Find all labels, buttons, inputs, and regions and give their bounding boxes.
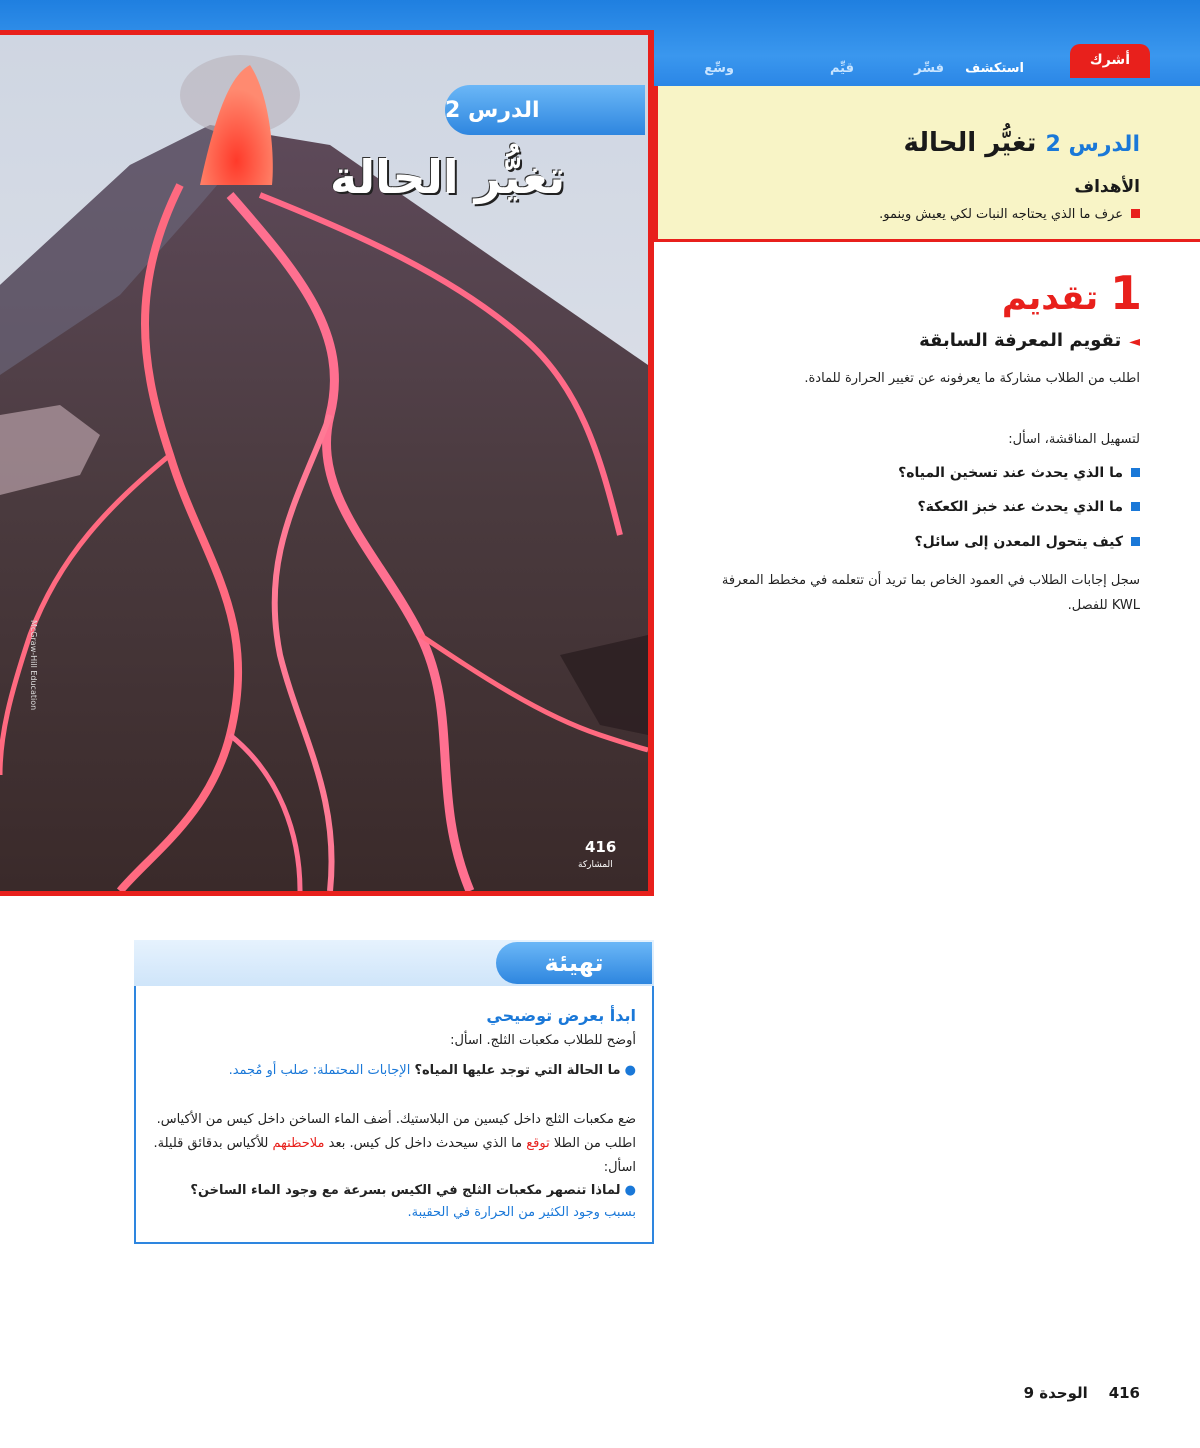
tab-engage[interactable]: أشرك bbox=[1070, 44, 1150, 78]
triangle-left-icon: ◄ bbox=[1129, 334, 1140, 350]
tab-extend[interactable]: وسِّع bbox=[704, 61, 734, 76]
prep-heading: ابدأ بعرض توضيحي bbox=[486, 1006, 636, 1025]
lesson-pill: الدرس 2 bbox=[445, 85, 645, 135]
footer-unit: الوحدة 9 bbox=[1023, 1384, 1088, 1402]
tab-strip bbox=[654, 52, 1200, 86]
step-label: تقديم bbox=[1001, 278, 1099, 318]
prep-paragraph: ضع مكعبات الثلج داخل كيسين من البلاستيك. أضف الماء الساخن داخل كيس من الأكياس. اطلب من الطلا توقع ما الذي سيحدث داخل كل كيس. بعد ملاحظتهم للأكياس بدقائق قليلة. اسأل: bbox=[153, 1112, 636, 1175]
lesson-label: الدرس 2 bbox=[1045, 132, 1140, 157]
intro-paragraph-2: لتسهيل المناقشة، اسأل: bbox=[1008, 432, 1140, 447]
photo-title: تغيُّر الحالة bbox=[330, 150, 566, 204]
bullet-dot-icon: ● bbox=[624, 1063, 636, 1078]
question-item: ما الذي يحدث عند تسخين المياه؟ bbox=[898, 465, 1140, 481]
question-item: ما الذي يحدث عند خبز الكعكة؟ bbox=[917, 499, 1140, 515]
step-heading bbox=[1002, 266, 1142, 320]
tab-explain[interactable]: فسِّر bbox=[914, 61, 944, 76]
photo-page-number: 416 bbox=[585, 838, 617, 856]
photo-page-sub: المشاركة bbox=[578, 860, 613, 870]
prep-line-1: أوضح للطلاب مكعبات الثلج. اسأل: bbox=[450, 1033, 636, 1048]
lesson-title bbox=[903, 128, 1140, 158]
bullet-square-icon bbox=[1131, 468, 1140, 477]
lesson-title-text: تغيُّر الحالة bbox=[903, 128, 1037, 158]
question-item: كيف يتحول المعدن إلى سائل؟ bbox=[914, 534, 1140, 550]
objective-item: عرف ما الذي يحتاجه النبات لكي يعيش وينمو. bbox=[879, 207, 1140, 222]
photo-credit: McGraw-Hill Education bbox=[29, 620, 38, 711]
objectives-label: الأهداف bbox=[1074, 177, 1140, 197]
page-footer bbox=[1024, 1384, 1140, 1402]
intro-paragraph-1: اطلب من الطلاب مشاركة ما يعرفونه عن تغيير الحرارة للمادة. bbox=[804, 371, 1140, 386]
step-number: 1 bbox=[1109, 266, 1142, 320]
prep-question-2: ● لماذا تنصهر مكعبات الثلج في الكيس بسرعة مع وجود الماء الساخن؟ بسبب وجود الكثير من الحرارة في الحقيبة. bbox=[190, 1183, 636, 1220]
bullet-square-icon bbox=[1131, 209, 1140, 218]
prep-title: تهيئة bbox=[496, 942, 652, 984]
bullet-square-icon bbox=[1131, 502, 1140, 511]
intro-paragraph-3: سجل إجابات الطلاب في العمود الخاص بما تريد أن تتعلمه في مخطط المعرفة KWL للفصل. bbox=[721, 573, 1140, 613]
bullet-square-icon bbox=[1131, 537, 1140, 546]
footer-page-number: 416 bbox=[1108, 1384, 1140, 1402]
prep-question-1: ● ما الحالة التي توجد عليها المياه؟ الإجابات المحتملة: صلب أو مُجمد. bbox=[228, 1063, 636, 1078]
tab-explore[interactable]: استكشف bbox=[965, 61, 1024, 76]
bullet-dot-icon: ● bbox=[624, 1183, 636, 1198]
tab-evaluate[interactable]: قيِّم bbox=[829, 61, 854, 76]
sub-heading: ◄تقويم المعرفة السابقة bbox=[919, 330, 1140, 351]
